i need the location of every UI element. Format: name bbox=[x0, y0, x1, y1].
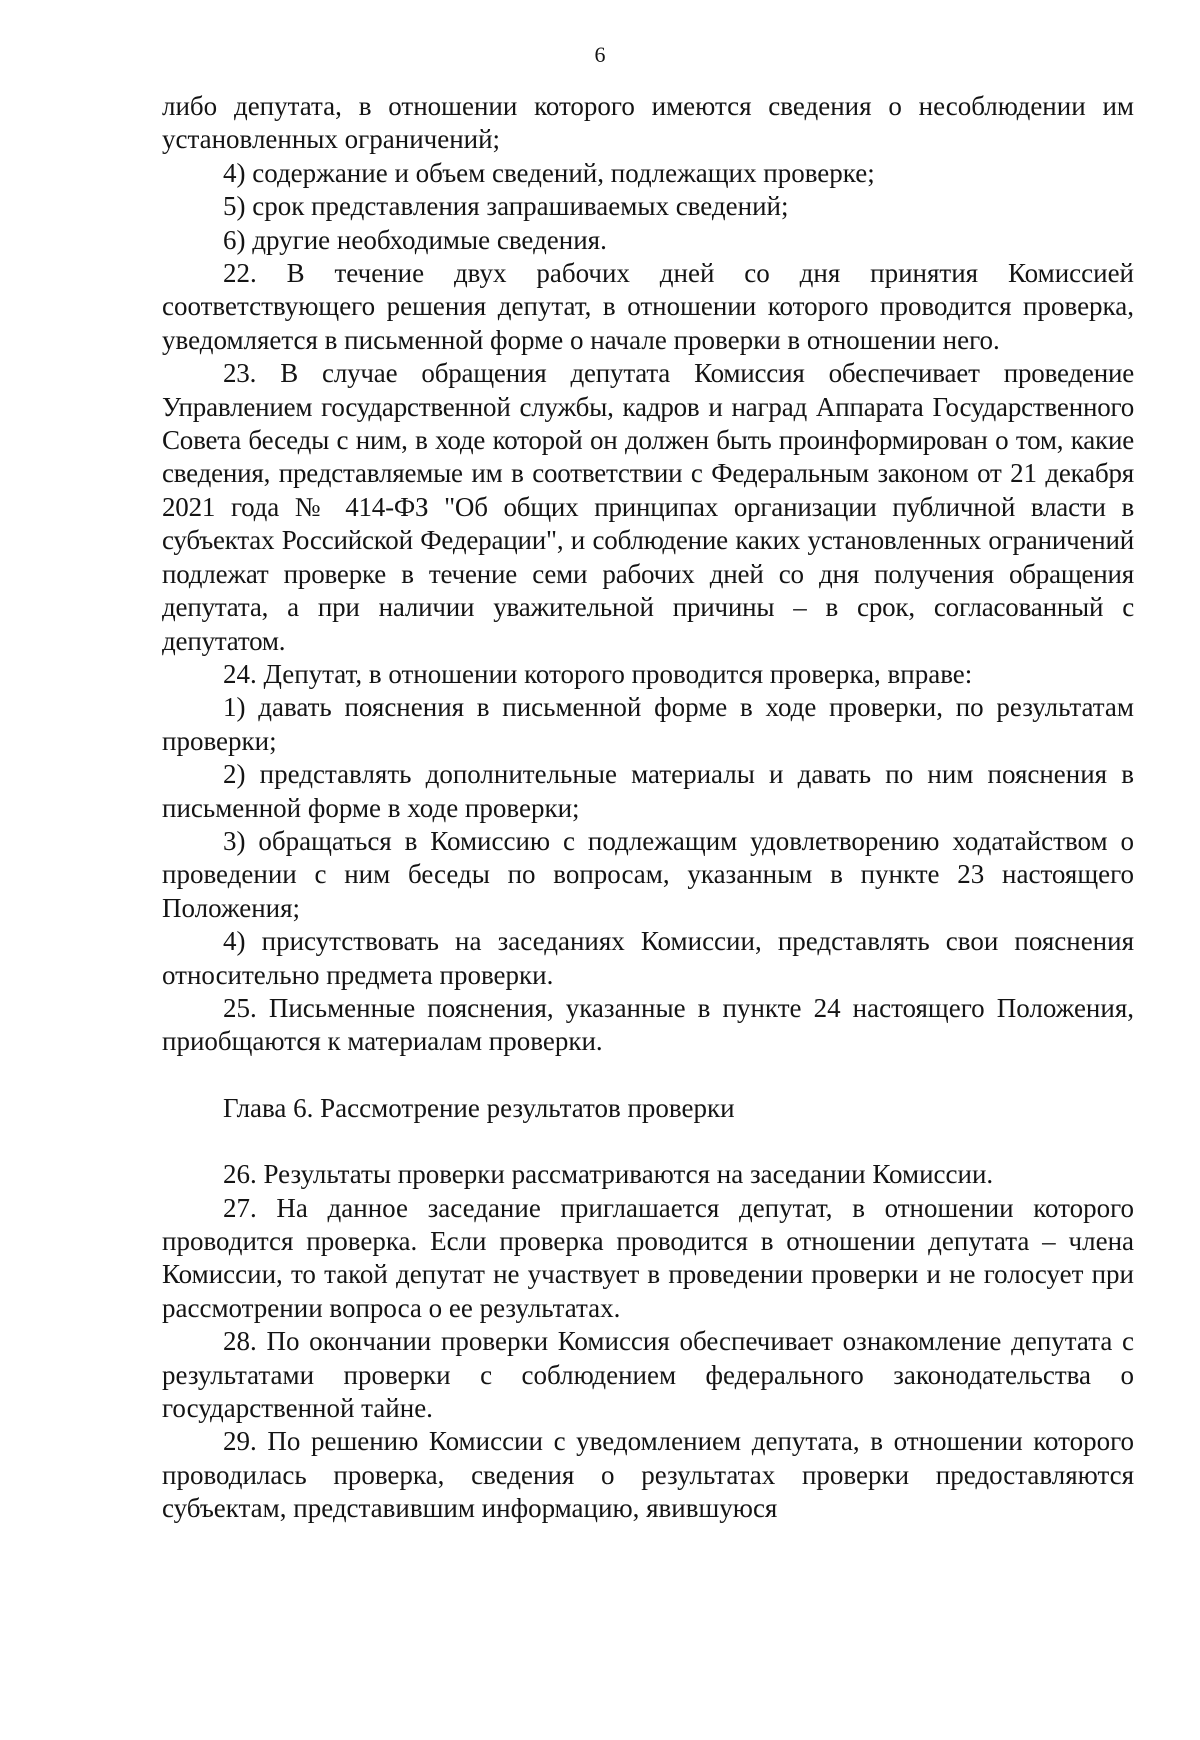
page-number: 6 bbox=[594, 42, 606, 67]
list-item-4: 4) содержание и объем сведений, подлежащих проверке; bbox=[223, 157, 875, 188]
clause-24-item-2: 2) представлять дополнительные материалы и давать по ним пояснения в письменной форме в ходе проверки; bbox=[162, 759, 1134, 823]
clause-27: 27. На данное заседание приглашается депутат, в отношении которого проводится проверка. Если проверка проводится в отношении депутата – члена Комиссии, то такой депутат не участвует в проведении проверки и не голосует при рассмотрении вопроса о ее результатах. bbox=[162, 1192, 1134, 1323]
clause-28: 28. По окончании проверки Комиссия обеспечивает ознакомление депутата с результатами проверки с соблюдением федерального законодательства о государственной тайне. bbox=[162, 1326, 1134, 1424]
document-body bbox=[162, 90, 1134, 1526]
clause-24-item-3: 3) обращаться в Комиссию с подлежащим удовлетворению ходатайством о проведении с ним беседы по вопросам, указанным в пункте 23 настоящего Положения; bbox=[162, 825, 1134, 923]
paragraph-continuation: либо депутата, в отношении которого имеются сведения о несоблюдении им установленных ограничений; bbox=[162, 91, 1134, 155]
clause-24: 24. Депутат, в отношении которого проводится проверка, вправе: bbox=[223, 658, 973, 689]
list-item-6: 6) другие необходимые сведения. bbox=[223, 224, 607, 255]
list-item-5: 5) срок представления запрашиваемых сведений; bbox=[223, 191, 789, 222]
clause-24-item-1: 1) давать пояснения в письменной форме в ходе проверки, по результатам проверки; bbox=[162, 692, 1134, 756]
chapter-heading: Глава 6. Рассмотрение результатов проверки bbox=[223, 1092, 735, 1123]
clause-24-item-4: 4) присутствовать на заседаниях Комиссии, представлять свои пояснения относительно предмета проверки. bbox=[162, 926, 1134, 990]
clause-23: 23. В случае обращения депутата Комиссия обеспечивает проведение Управлением государственной службы, кадров и наград Аппарата Государственного Совета беседы с ним, в ходе которой он должен быть проинформирован о том, какие сведения, представляемые им в соответствии с Федеральным законом от 21 декабря 2021 года № 414-ФЗ "Об общих принципах организации публичной власти в субъектах Российской Федерации", и соблюдение каких установленных ограничений подлежат проверке в течение семи рабочих дней со дня получения обращения депутата, а при наличии уважительной причины – в срок, согласованный с депутатом. bbox=[162, 358, 1134, 656]
clause-22: 22. В течение двух рабочих дней со дня принятия Комиссией соответствующего решения депутат, в отношении которого проводится проверка, уведомляется в письменной форме о начале проверки в отношении него. bbox=[162, 258, 1134, 355]
clause-29: 29. По решению Комиссии с уведомлением депутата, в отношении которого проводилась проверка, сведения о результатах проверки предоставляются субъектам, представившим информацию, явившуюся bbox=[162, 1426, 1134, 1524]
clause-26: 26. Результаты проверки рассматриваются на заседании Комиссии. bbox=[223, 1159, 994, 1190]
clause-25: 25. Письменные пояснения, указанные в пункте 24 настоящего Положения, приобщаются к материалам проверки. bbox=[162, 992, 1134, 1057]
